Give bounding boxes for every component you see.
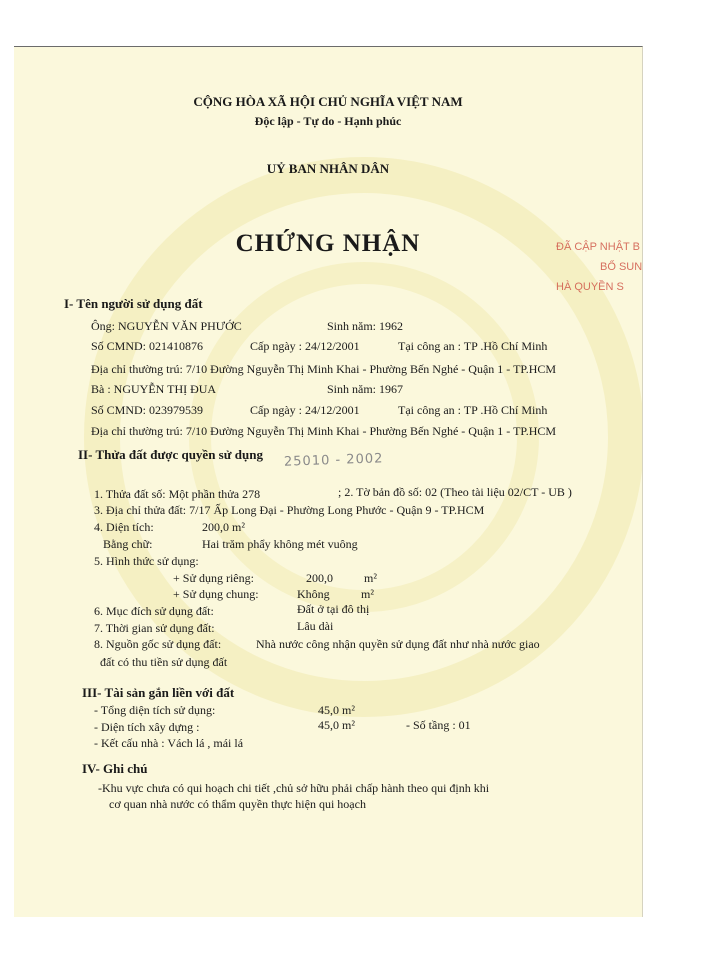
owner-1-issued: Cấp ngày : 24/12/2001 [250,339,360,353]
private-use-value: 200,0 [306,571,333,585]
purpose-label: 6. Mục đích sử dụng đất: [94,604,214,618]
area-words-value: Hai trăm phẩy không mét vuông [202,537,358,551]
stamp-line: HÀ QUYỀN S [556,281,624,293]
owner-1-name: Ông: NGUYỄN VĂN PHƯỚC [91,319,242,333]
owner-1-id: Số CMND: 021410876 [91,339,204,353]
note-line-1: -Khu vực chưa có qui hoạch chi tiết ,chủ sở hữu phải chấp hành theo qui định khi [98,781,490,795]
floor-count: - Số tầng : 01 [406,718,471,732]
origin-value-continued: đất có thu tiền sử dụng đất [100,655,228,669]
national-motto: Độc lập - Tự do - Hạnh phúc [254,114,402,128]
section-3-heading: III- Tài sản gắn liền với đất [82,685,235,700]
document-title: CHỨNG NHẬN [235,230,421,257]
area-value: 200,0 m² [202,520,245,534]
update-stamp [556,237,643,297]
lot-number: 1. Thửa đất số: Một phần thửa 278 [94,487,261,501]
lot-address: 3. Địa chỉ thửa đất: 7/17 Ấp Long Đại - Phường Long Phước - Quận 9 - TP.HCM [94,503,485,517]
private-use-unit: m² [364,571,377,585]
note-line-2: cơ quan nhà nước có thẩm quyền thực hiện qui hoạch [109,797,366,811]
section-4-heading: IV- Ghi chú [82,761,148,776]
certificate-page [14,46,643,917]
origin-label: 8. Nguồn gốc sử dụng đất: [94,637,222,651]
map-sheet: ; 2. Tờ bản đồ số: 02 (Theo tài liệu 02/CT - UB ) [338,485,572,499]
owner-2-name: Bà : NGUYỄN THỊ ĐUA [91,382,217,396]
usage-form-label: 5. Hình thức sử dụng: [94,554,199,568]
authority-name: UỶ BAN NHÂN DÂN [266,161,390,176]
stamp-line: ĐÃ CẬP NHẬT B [556,241,640,253]
section-1-heading: I- Tên người sử dụng đất [64,296,203,311]
owner-2-place: Tại công an : TP .Hồ Chí Minh [398,403,548,417]
origin-value: Nhà nước công nhận quyền sử dụng đất như nhà nước giao [256,637,540,651]
owner-2-id: Số CMND: 023979539 [91,403,204,417]
build-area-value: 45,0 m² [318,718,355,732]
stamp-line: BỔ SUN [600,261,643,273]
private-use-label: + Sử dụng riêng: [173,571,254,585]
owner-2-address: Địa chỉ thường trú: 7/10 Đường Nguyễn Thị Minh Khai - Phường Bến Nghé - Quận 1 - TP.HCM [91,424,557,438]
duration-label: 7. Thời gian sử dụng đất: [94,621,215,635]
shared-use-label: + Sử dụng chung: [173,587,259,601]
owner-1-place: Tại công an : TP .Hồ Chí Minh [398,339,548,353]
total-area-label: - Tổng diện tích sử dụng: [94,703,216,717]
shared-use-unit: m² [361,587,374,601]
area-label: 4. Diện tích: [94,520,154,534]
shared-use-value: Không [297,587,330,601]
purpose-value: Đất ở tại đô thị [297,602,370,616]
owner-1-address: Địa chỉ thường trú: 7/10 Đường Nguyễn Thị Minh Khai - Phường Bến Nghé - Quận 1 - TP.HCM [91,362,557,376]
section-2-heading: II- Thửa đất được quyền sử dụng [78,447,263,462]
nation-title: CỘNG HÒA XÃ HỘI CHỦ NGHĨA VIỆT NAM [193,94,463,109]
owner-2-issued: Cấp ngày : 24/12/2001 [250,403,360,417]
total-area-value: 45,0 m² [318,703,355,717]
handwritten-note: 25010 - 2002 [283,451,384,470]
duration-value: Lâu dài [297,619,334,633]
owner-2-birth: Sinh năm: 1967 [327,382,404,396]
owner-1-birth: Sinh năm: 1962 [327,319,404,333]
area-words-label: Bằng chữ: [103,537,153,551]
house-structure: - Kết cấu nhà : Vách lá , mái lá [94,736,244,750]
build-area-label: - Diện tích xây dựng : [94,720,200,734]
